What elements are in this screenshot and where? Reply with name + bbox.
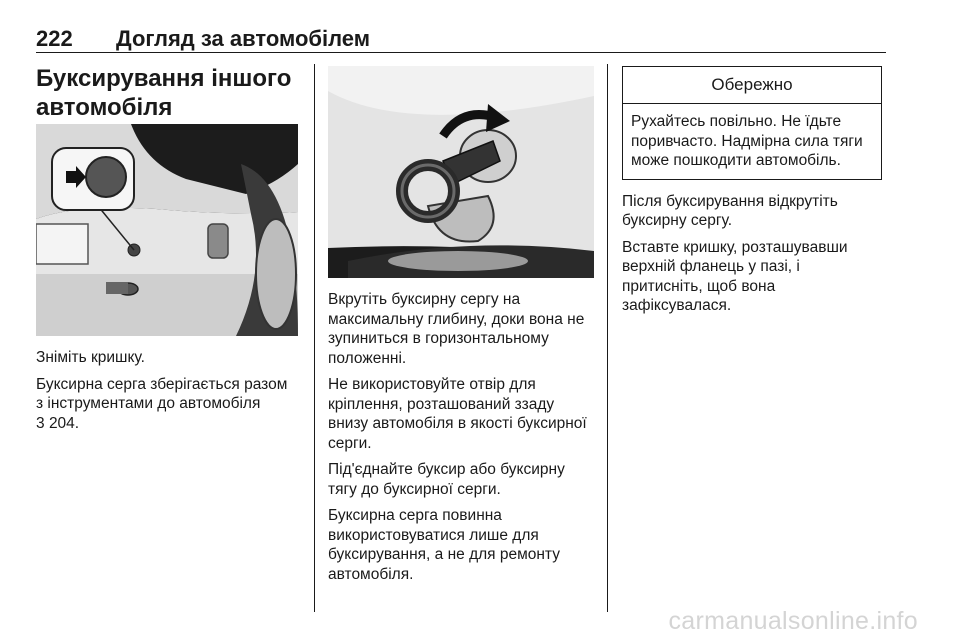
instruction-text: Не використовуйте отвір для кріплення, розташований ззаду внизу автомобіля в якості буксирної серги.: [328, 376, 587, 452]
chapter-title: Догляд за автомобілем: [116, 26, 371, 51]
rear-bumper-cover-illustration: [36, 124, 298, 336]
instruction-text: Під'єднайте буксир або буксирну тягу до буксирної серги.: [328, 461, 565, 498]
instruction-text: Буксирна серга повинна використовуватися лише для буксирування, а не для ремонту автомобіля.: [328, 507, 560, 583]
page-reference-icon: 3: [36, 414, 45, 432]
column-2: [328, 66, 594, 591]
page-reference: 204.: [48, 414, 80, 432]
instruction-text: Вставте кришку, розташувавши верхній фланець у пазі, і притисніть, щоб вона зафіксувалася.: [622, 238, 848, 314]
column-3: [622, 66, 884, 323]
caution-body: Рухайтесь повільно. Не їдьте поривчасто. Надмірна сила тяги може пошкодити автомобіль.: [631, 113, 863, 169]
caution-box: [622, 66, 882, 180]
instruction-text: Вкрутіть буксирну сергу на максимальну глибину, доки вона не зупиниться в горизонтальному положенні.: [328, 291, 585, 367]
watermark: carmanualsonline.info: [668, 607, 918, 635]
page-header: [36, 26, 886, 53]
column-divider: [607, 64, 608, 612]
column-divider: [314, 64, 315, 612]
page-number: 222: [36, 26, 73, 51]
instruction-text: Зніміть кришку.: [36, 349, 145, 366]
instruction-text-body: Буксирна серга зберігається разом з інструментами до автомобіля: [36, 375, 288, 412]
instruction-text: [36, 375, 298, 434]
column-1: [36, 66, 298, 440]
towing-eye-illustration: [328, 66, 594, 278]
instruction-text: Після буксирування відкрутіть буксирну сергу.: [622, 192, 838, 229]
section-title: Буксирування іншого автомобіля: [36, 65, 292, 121]
caution-title: Обережно: [623, 67, 881, 104]
